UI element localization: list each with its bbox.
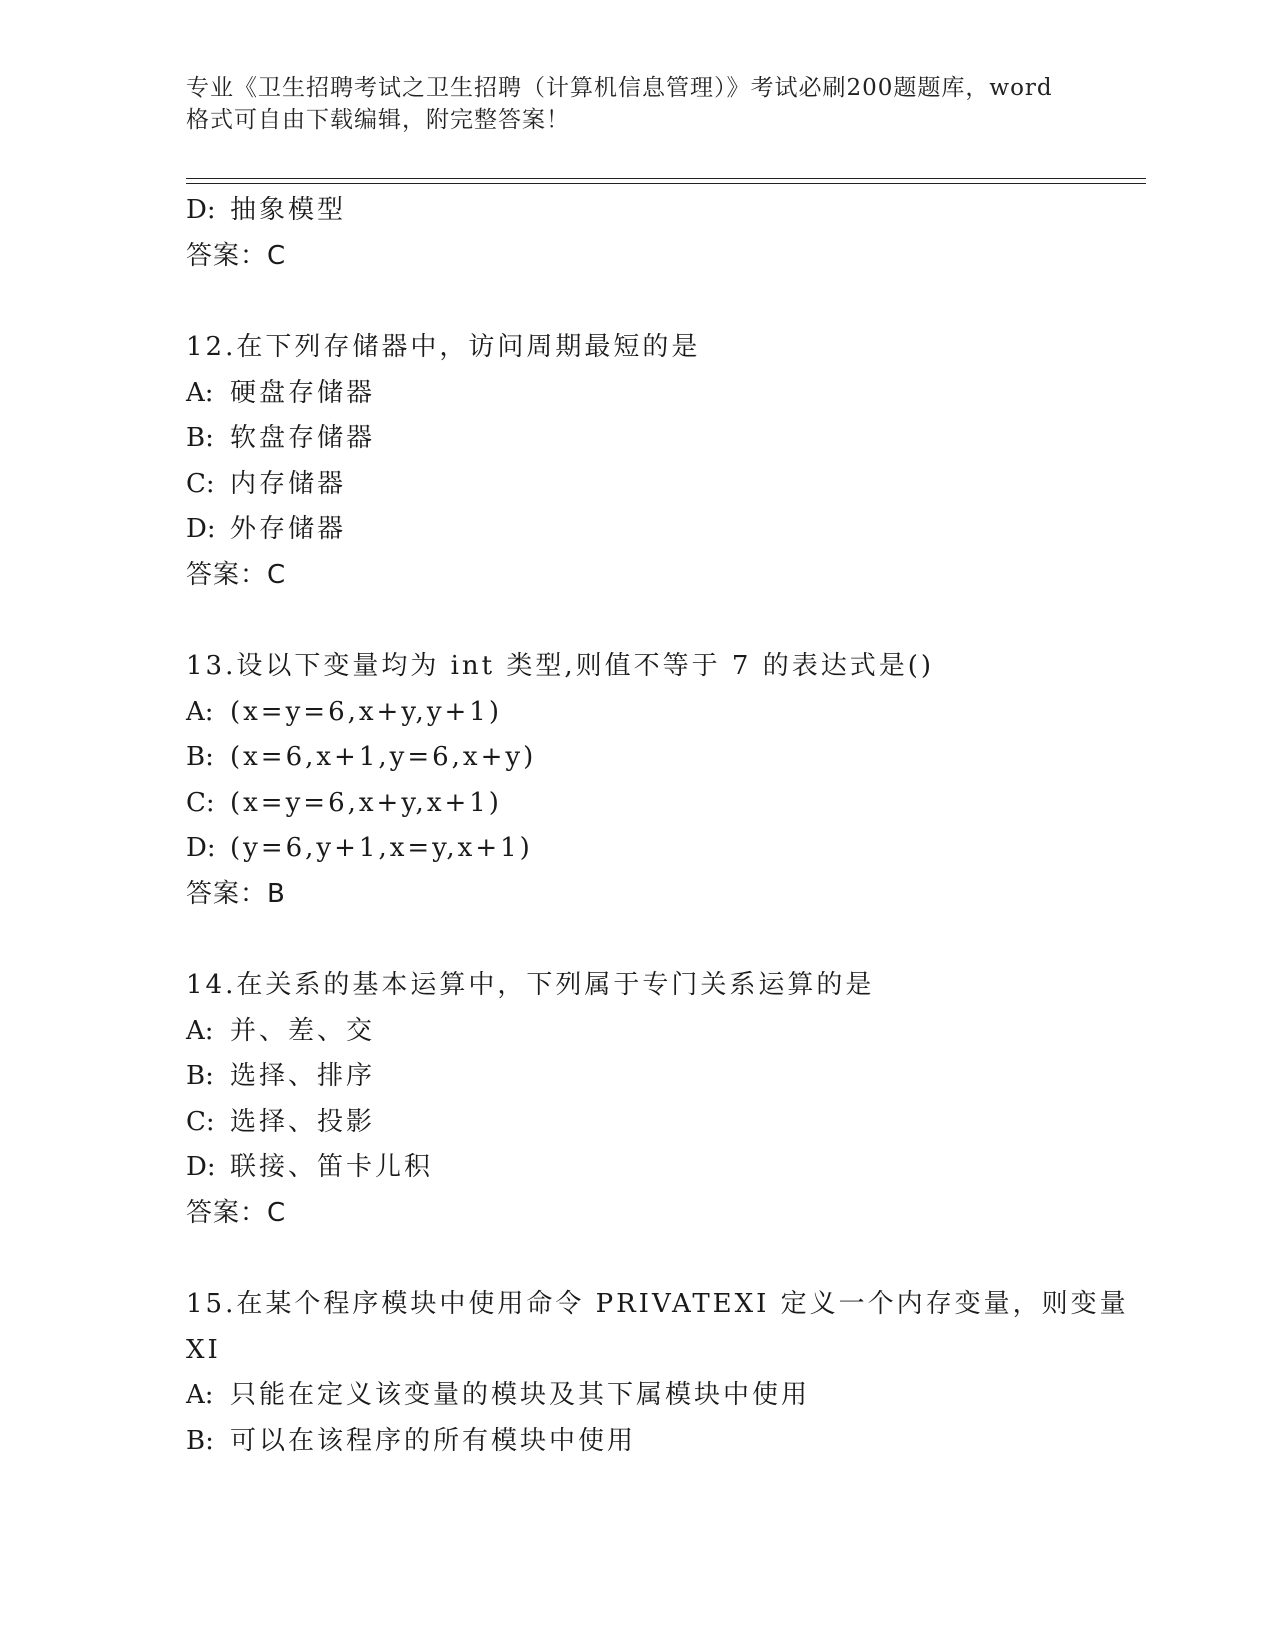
option-c	[186, 462, 1146, 508]
option-text: 只能在定义该变量的模块及其下属模块中使用	[230, 1380, 811, 1410]
option-c	[186, 1100, 1146, 1146]
option-prefix: D:	[186, 514, 216, 544]
option-prefix: A:	[186, 1380, 214, 1410]
option-d	[186, 507, 1146, 553]
option-c	[186, 781, 1146, 827]
option-d	[186, 1145, 1146, 1191]
header-divider-top	[186, 178, 1146, 179]
option-prefix: C:	[186, 1106, 215, 1137]
option-prefix: B:	[186, 1425, 214, 1456]
document-header	[186, 72, 1086, 136]
option-prefix: A:	[186, 1015, 214, 1046]
option-prefix: A:	[186, 377, 214, 408]
option-text: 内存储器	[230, 468, 347, 499]
option-text: 可以在该程序的所有模块中使用	[230, 1425, 637, 1456]
question-stem: 15.在某个程序模块中使用命令 PRIVATEXI 定义一个内存变量，则变量	[186, 1289, 1129, 1319]
option-text: 选择、排序	[230, 1061, 376, 1091]
spacer	[186, 279, 1146, 325]
option-prefix: A:	[186, 696, 214, 727]
option-b	[186, 735, 1146, 781]
option-text: (x=y=6,x+y,x+1)	[230, 787, 502, 818]
option-text: 外存储器	[230, 514, 347, 544]
header-title-line-2: 格式可自由下载编辑，附完整答案！	[186, 107, 570, 133]
question-stem: 13.设以下变量均为 int 类型,则值不等于 7 的表达式是()	[186, 651, 935, 681]
question-stem: 12.在下列存储器中，访问周期最短的是	[186, 332, 701, 362]
option-a	[186, 1009, 1146, 1055]
header-title-line-1: 专业《卫生招聘考试之卫生招聘（计算机信息管理）》考试必刷200题题库，word	[186, 75, 1053, 101]
option-d	[186, 188, 1146, 234]
answer-line: 答案：C	[186, 1197, 287, 1228]
option-prefix: C:	[186, 787, 215, 818]
option-b	[186, 1419, 1146, 1465]
option-text: (x=y=6,x+y,y+1)	[230, 696, 502, 727]
option-prefix: D:	[186, 195, 216, 225]
question-stem: 14.在关系的基本运算中，下列属于专门关系运算的是	[186, 970, 875, 1000]
question-list	[186, 188, 1146, 1464]
option-d	[186, 826, 1146, 872]
option-prefix: B:	[186, 423, 214, 453]
option-text: 选择、投影	[230, 1106, 376, 1137]
answer-line: 答案：B	[186, 878, 286, 909]
spacer	[186, 598, 1146, 644]
option-b	[186, 416, 1146, 462]
spacer	[186, 917, 1146, 963]
question-stem-continuation: XI	[186, 1334, 221, 1365]
option-a	[186, 371, 1146, 417]
option-a	[186, 1373, 1146, 1419]
option-prefix: B:	[186, 1061, 214, 1091]
header-divider-bottom	[186, 183, 1146, 184]
option-text: 硬盘存储器	[230, 377, 376, 408]
option-text: 联接、笛卡儿积	[230, 1152, 434, 1182]
option-prefix: B:	[186, 742, 214, 772]
option-text: 抽象模型	[230, 195, 347, 225]
option-prefix: C:	[186, 468, 215, 499]
option-b	[186, 1054, 1146, 1100]
answer-line: 答案：C	[186, 240, 287, 271]
option-prefix: D:	[186, 1152, 216, 1182]
option-prefix: D:	[186, 833, 216, 863]
option-text: 软盘存储器	[230, 423, 376, 453]
spacer	[186, 1236, 1146, 1282]
option-text: 并、差、交	[230, 1015, 376, 1046]
option-text: (y=6,y+1,x=y,x+1)	[230, 833, 533, 863]
option-a	[186, 690, 1146, 736]
answer-line: 答案：C	[186, 559, 287, 590]
option-text: (x=6,x+1,y=6,x+y)	[230, 742, 537, 772]
